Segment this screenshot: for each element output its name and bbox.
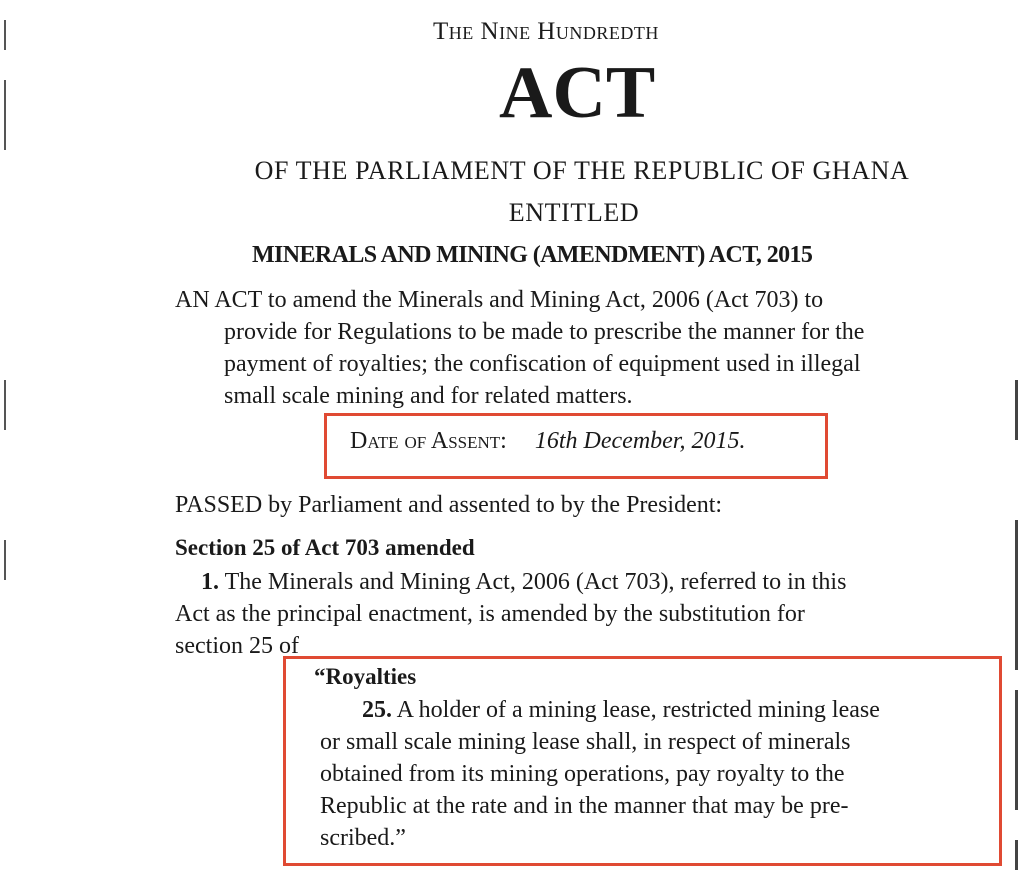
- section-text: The Minerals and Mining Act, 2006 (Act 703), referred to in this: [219, 569, 847, 595]
- parliament-line: OF THE PARLIAMENT OF THE REPUBLIC OF GHANA: [254, 156, 910, 185]
- assent-date: 16th December, 2015.: [534, 428, 746, 454]
- royalties-line-4: Republic at the rate and in the manner that may be pre-: [320, 793, 849, 819]
- preamble-lead: AN ACT: [175, 287, 262, 313]
- royalties-heading: “Royalties: [314, 664, 417, 689]
- act-name: MINERALS AND MINING (AMENDMENT) ACT, 2015: [252, 242, 813, 268]
- section-body: [175, 566, 846, 662]
- royalties-line-5: scribed.”: [320, 825, 406, 851]
- royalties-number: 25.: [362, 697, 392, 723]
- preamble: [175, 284, 823, 316]
- preamble-line-1: [175, 284, 823, 316]
- section-heading: Section 25 of Act 703 amended: [175, 535, 475, 560]
- preamble-text: to amend the Minerals and Mining Act, 2006 (Act 703) to: [261, 287, 824, 313]
- act-title: ACT: [499, 52, 656, 134]
- scan-edge-left: [0, 0, 14, 880]
- assent-label: Date of Assent:: [350, 428, 507, 454]
- passed-line: PASSED by Parliament and assented to by the President:: [175, 492, 723, 518]
- preamble-continued: [224, 316, 864, 412]
- preamble-line-3: payment of royalties; the confiscation of equipment used in illegal: [224, 351, 861, 377]
- act-ordinal: The Nine Hundredth: [433, 18, 659, 45]
- royalties-text: A holder of a mining lease, restricted mining lease: [392, 697, 880, 723]
- royalties-line-2: or small scale mining lease shall, in respect of minerals: [320, 729, 851, 755]
- royalties-body: [320, 694, 880, 854]
- preamble-line-4: small scale mining and for related matters.: [224, 383, 633, 409]
- entitled-line: ENTITLED: [508, 198, 640, 227]
- section-line-2: Act as the principal enactment, is amended by the substitution for: [175, 601, 805, 627]
- royalties-line-3: obtained from its mining operations, pay royalty to the: [320, 761, 845, 787]
- preamble-line-2: provide for Regulations to be made to prescribe the manner for the: [224, 319, 865, 345]
- section-number: 1.: [201, 569, 219, 595]
- royalties-line-1: [320, 694, 880, 726]
- section-line-1: [175, 566, 846, 598]
- assent-line: [350, 428, 745, 455]
- section-line-3: section 25 of: [175, 633, 299, 659]
